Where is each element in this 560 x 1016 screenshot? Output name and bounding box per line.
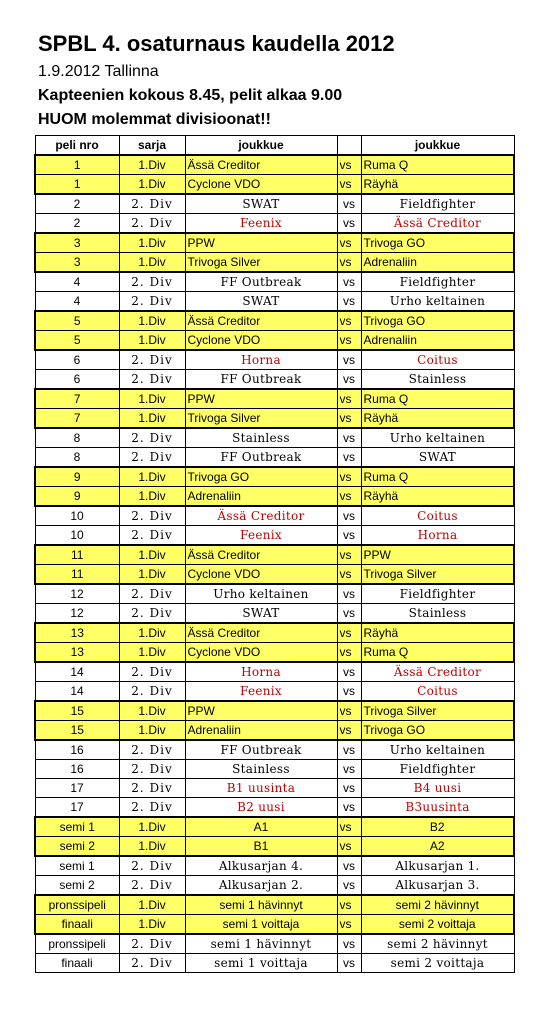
game-number-cell: 10 bbox=[35, 526, 119, 546]
game-number-cell: 15 bbox=[35, 701, 119, 721]
game-number-cell: 1 bbox=[35, 155, 119, 175]
game-number-cell: 4 bbox=[35, 292, 119, 312]
team-2-cell: Ässä Creditor bbox=[361, 214, 514, 234]
team-2-cell: Räyhä bbox=[361, 409, 514, 429]
team-2-cell: Fieldfighter bbox=[361, 194, 514, 214]
team-1-cell: B2 uusi bbox=[185, 798, 337, 818]
series-cell: 1.Div bbox=[119, 643, 185, 663]
series-cell: 1.Div bbox=[119, 915, 185, 935]
team-2-cell: Coitus bbox=[361, 682, 514, 702]
team-1-cell: Feenix bbox=[185, 214, 337, 234]
series-cell: 2. Div bbox=[119, 526, 185, 546]
table-row bbox=[35, 487, 514, 507]
team-2-cell: B3uusinta bbox=[361, 798, 514, 818]
vs-cell: vs bbox=[337, 740, 361, 760]
team-1-cell: Adrenaliin bbox=[185, 487, 337, 507]
game-number-cell: 5 bbox=[35, 331, 119, 351]
team-2-cell: Trivoga GO bbox=[361, 721, 514, 741]
team-2-cell: Räyhä bbox=[361, 175, 514, 195]
table-row bbox=[35, 311, 514, 331]
table-row bbox=[35, 292, 514, 312]
team-1-cell: Trivoga Silver bbox=[185, 253, 337, 273]
team-1-cell: Ässä Creditor bbox=[185, 545, 337, 565]
team-2-cell: semi 2 voittaja bbox=[361, 915, 514, 935]
team-2-cell: Urho keltainen bbox=[361, 428, 514, 448]
series-cell: 2. Div bbox=[119, 506, 185, 526]
team-2-cell: Coitus bbox=[361, 350, 514, 370]
series-cell: 1.Div bbox=[119, 487, 185, 507]
vs-cell: vs bbox=[337, 876, 361, 896]
team-1-cell: Ässä Creditor bbox=[185, 311, 337, 331]
game-number-cell: semi 2 bbox=[35, 876, 119, 896]
page-title: SPBL 4. osaturnaus kaudella 2012 bbox=[38, 31, 395, 56]
series-cell: 1.Div bbox=[119, 623, 185, 643]
table-row bbox=[35, 662, 514, 682]
team-2-cell: Alkusarjan 3. bbox=[361, 876, 514, 896]
date-place: 1.9.2012 Tallinna bbox=[38, 63, 159, 80]
table-row bbox=[35, 876, 514, 896]
game-number-cell: 11 bbox=[35, 565, 119, 585]
series-cell: 2. Div bbox=[119, 760, 185, 779]
team-1-cell: SWAT bbox=[185, 604, 337, 624]
table-row bbox=[35, 409, 514, 429]
series-cell: 2. Div bbox=[119, 370, 185, 390]
team-2-cell: Räyhä bbox=[361, 487, 514, 507]
team-2-cell: Trivoga Silver bbox=[361, 565, 514, 585]
header-team-1: joukkue bbox=[185, 136, 337, 156]
series-cell: 1.Div bbox=[119, 389, 185, 409]
series-cell: 1.Div bbox=[119, 233, 185, 253]
team-2-cell: Trivoga GO bbox=[361, 311, 514, 331]
table-row bbox=[35, 643, 514, 663]
table-row bbox=[35, 370, 514, 390]
table-row bbox=[35, 837, 514, 857]
team-1-cell: Alkusarjan 2. bbox=[185, 876, 337, 896]
game-number-cell: 17 bbox=[35, 798, 119, 818]
team-2-cell: B2 bbox=[361, 817, 514, 837]
table-header-row bbox=[35, 136, 514, 156]
header-series: sarja bbox=[119, 136, 185, 156]
team-2-cell: Fieldfighter bbox=[361, 272, 514, 292]
game-number-cell: pronssipeli bbox=[35, 934, 119, 954]
series-cell: 2. Div bbox=[119, 856, 185, 876]
series-cell: 1.Div bbox=[119, 837, 185, 857]
table-row bbox=[35, 740, 514, 760]
table-row bbox=[35, 623, 514, 643]
series-cell: 2. Div bbox=[119, 662, 185, 682]
series-cell: 1.Div bbox=[119, 545, 185, 565]
game-number-cell: 12 bbox=[35, 604, 119, 624]
vs-cell: vs bbox=[337, 370, 361, 390]
team-1-cell: semi 1 voittaja bbox=[185, 954, 337, 973]
table-row bbox=[35, 272, 514, 292]
series-cell: 1.Div bbox=[119, 155, 185, 175]
series-cell: 2. Div bbox=[119, 292, 185, 312]
vs-cell: vs bbox=[337, 175, 361, 195]
game-number-cell: 7 bbox=[35, 409, 119, 429]
team-1-cell: FF Outbreak bbox=[185, 370, 337, 390]
game-number-cell: 16 bbox=[35, 740, 119, 760]
vs-cell: vs bbox=[337, 721, 361, 741]
team-1-cell: FF Outbreak bbox=[185, 448, 337, 468]
table-row bbox=[35, 915, 514, 935]
game-number-cell: 6 bbox=[35, 350, 119, 370]
series-cell: 1.Div bbox=[119, 311, 185, 331]
team-2-cell: Stainless bbox=[361, 370, 514, 390]
team-2-cell: semi 2 voittaja bbox=[361, 954, 514, 973]
series-cell: 2. Div bbox=[119, 448, 185, 468]
table-row bbox=[35, 194, 514, 214]
game-number-cell: finaali bbox=[35, 954, 119, 973]
series-cell: 1.Div bbox=[119, 175, 185, 195]
vs-cell: vs bbox=[337, 506, 361, 526]
table-row bbox=[35, 253, 514, 273]
game-number-cell: 11 bbox=[35, 545, 119, 565]
team-2-cell: Urho keltainen bbox=[361, 740, 514, 760]
team-2-cell: Ässä Creditor bbox=[361, 662, 514, 682]
team-1-cell: PPW bbox=[185, 233, 337, 253]
game-number-cell: 17 bbox=[35, 779, 119, 798]
game-number-cell: 9 bbox=[35, 467, 119, 487]
table-row bbox=[35, 817, 514, 837]
vs-cell: vs bbox=[337, 779, 361, 798]
table-row bbox=[35, 721, 514, 741]
team-1-cell: Urho keltainen bbox=[185, 584, 337, 604]
team-1-cell: Feenix bbox=[185, 526, 337, 546]
table-row bbox=[35, 604, 514, 624]
vs-cell: vs bbox=[337, 292, 361, 312]
team-2-cell: B4 uusi bbox=[361, 779, 514, 798]
vs-cell: vs bbox=[337, 467, 361, 487]
vs-cell: vs bbox=[337, 584, 361, 604]
game-number-cell: semi 1 bbox=[35, 817, 119, 837]
team-1-cell: Cyclone VDO bbox=[185, 331, 337, 351]
vs-cell: vs bbox=[337, 331, 361, 351]
game-number-cell: 3 bbox=[35, 233, 119, 253]
table-row bbox=[35, 506, 514, 526]
team-1-cell: semi 1 hävinnyt bbox=[185, 934, 337, 954]
vs-cell: vs bbox=[337, 701, 361, 721]
team-1-cell: Ässä Creditor bbox=[185, 506, 337, 526]
game-number-cell: 1 bbox=[35, 175, 119, 195]
team-2-cell: SWAT bbox=[361, 448, 514, 468]
team-2-cell: semi 2 hävinnyt bbox=[361, 895, 514, 915]
vs-cell: vs bbox=[337, 895, 361, 915]
game-number-cell: 14 bbox=[35, 682, 119, 702]
vs-cell: vs bbox=[337, 954, 361, 973]
team-2-cell: Trivoga Silver bbox=[361, 701, 514, 721]
table-row bbox=[35, 954, 514, 973]
series-cell: 2. Div bbox=[119, 779, 185, 798]
series-cell: 1.Div bbox=[119, 895, 185, 915]
team-1-cell: Horna bbox=[185, 662, 337, 682]
series-cell: 1.Div bbox=[119, 409, 185, 429]
team-1-cell: Trivoga GO bbox=[185, 467, 337, 487]
team-2-cell: Ruma Q bbox=[361, 155, 514, 175]
vs-cell: vs bbox=[337, 155, 361, 175]
series-cell: 1.Div bbox=[119, 331, 185, 351]
game-number-cell: 15 bbox=[35, 721, 119, 741]
table-row bbox=[35, 682, 514, 702]
team-2-cell: semi 2 hävinnyt bbox=[361, 934, 514, 954]
game-number-cell: 8 bbox=[35, 448, 119, 468]
header-game-number: peli nro bbox=[35, 136, 119, 156]
series-cell: 2. Div bbox=[119, 682, 185, 702]
table-row bbox=[35, 545, 514, 565]
team-2-cell: Fieldfighter bbox=[361, 760, 514, 779]
team-1-cell: SWAT bbox=[185, 292, 337, 312]
vs-cell: vs bbox=[337, 194, 361, 214]
vs-cell: vs bbox=[337, 565, 361, 585]
game-number-cell: 5 bbox=[35, 311, 119, 331]
game-number-cell: 9 bbox=[35, 487, 119, 507]
team-1-cell: FF Outbreak bbox=[185, 740, 337, 760]
series-cell: 2. Div bbox=[119, 934, 185, 954]
schedule-table bbox=[34, 135, 515, 973]
series-cell: 2. Div bbox=[119, 798, 185, 818]
table-row bbox=[35, 701, 514, 721]
game-number-cell: 8 bbox=[35, 428, 119, 448]
series-cell: 1.Div bbox=[119, 253, 185, 273]
table-row bbox=[35, 448, 514, 468]
team-2-cell: Adrenaliin bbox=[361, 253, 514, 273]
document-header bbox=[38, 30, 395, 130]
vs-cell: vs bbox=[337, 448, 361, 468]
series-cell: 1.Div bbox=[119, 565, 185, 585]
game-number-cell: finaali bbox=[35, 915, 119, 935]
series-cell: 2. Div bbox=[119, 194, 185, 214]
team-2-cell: Coitus bbox=[361, 506, 514, 526]
series-cell: 2. Div bbox=[119, 350, 185, 370]
series-cell: 2. Div bbox=[119, 584, 185, 604]
team-2-cell: Urho keltainen bbox=[361, 292, 514, 312]
table-row bbox=[35, 428, 514, 448]
vs-cell: vs bbox=[337, 604, 361, 624]
team-1-cell: Horna bbox=[185, 350, 337, 370]
vs-cell: vs bbox=[337, 643, 361, 663]
team-2-cell: PPW bbox=[361, 545, 514, 565]
team-1-cell: Alkusarjan 4. bbox=[185, 856, 337, 876]
team-2-cell: Räyhä bbox=[361, 623, 514, 643]
game-number-cell: 16 bbox=[35, 760, 119, 779]
game-number-cell: 3 bbox=[35, 253, 119, 273]
series-cell: 2. Div bbox=[119, 604, 185, 624]
team-2-cell: Ruma Q bbox=[361, 643, 514, 663]
team-2-cell: Fieldfighter bbox=[361, 584, 514, 604]
team-2-cell: Trivoga GO bbox=[361, 233, 514, 253]
vs-cell: vs bbox=[337, 934, 361, 954]
team-1-cell: PPW bbox=[185, 389, 337, 409]
vs-cell: vs bbox=[337, 214, 361, 234]
series-cell: 1.Div bbox=[119, 721, 185, 741]
vs-cell: vs bbox=[337, 817, 361, 837]
meeting-info: Kapteenien kokous 8.45, pelit alkaa 9.00 bbox=[38, 87, 343, 104]
division-note: HUOM molemmat divisioonat!! bbox=[38, 111, 271, 128]
team-1-cell: SWAT bbox=[185, 194, 337, 214]
series-cell: 1.Div bbox=[119, 817, 185, 837]
team-1-cell: semi 1 hävinnyt bbox=[185, 895, 337, 915]
table-row bbox=[35, 467, 514, 487]
team-1-cell: semi 1 voittaja bbox=[185, 915, 337, 935]
team-1-cell: Cyclone VDO bbox=[185, 643, 337, 663]
team-2-cell: Adrenaliin bbox=[361, 331, 514, 351]
game-number-cell: 13 bbox=[35, 643, 119, 663]
vs-cell: vs bbox=[337, 760, 361, 779]
table-row bbox=[35, 155, 514, 175]
team-1-cell: Ässä Creditor bbox=[185, 155, 337, 175]
game-number-cell: 14 bbox=[35, 662, 119, 682]
vs-cell: vs bbox=[337, 389, 361, 409]
vs-cell: vs bbox=[337, 915, 361, 935]
vs-cell: vs bbox=[337, 350, 361, 370]
team-1-cell: Cyclone VDO bbox=[185, 565, 337, 585]
team-1-cell: Trivoga Silver bbox=[185, 409, 337, 429]
game-number-cell: 10 bbox=[35, 506, 119, 526]
table-row bbox=[35, 526, 514, 546]
vs-cell: vs bbox=[337, 856, 361, 876]
team-1-cell: Cyclone VDO bbox=[185, 175, 337, 195]
table-row bbox=[35, 350, 514, 370]
table-row bbox=[35, 584, 514, 604]
series-cell: 2. Div bbox=[119, 954, 185, 973]
team-2-cell: Alkusarjan 1. bbox=[361, 856, 514, 876]
game-number-cell: semi 2 bbox=[35, 837, 119, 857]
team-1-cell: PPW bbox=[185, 701, 337, 721]
header-vs bbox=[337, 136, 361, 156]
team-2-cell: Ruma Q bbox=[361, 467, 514, 487]
vs-cell: vs bbox=[337, 526, 361, 546]
vs-cell: vs bbox=[337, 682, 361, 702]
vs-cell: vs bbox=[337, 545, 361, 565]
vs-cell: vs bbox=[337, 428, 361, 448]
game-number-cell: 2 bbox=[35, 214, 119, 234]
schedule-rows bbox=[35, 155, 514, 973]
table-row bbox=[35, 779, 514, 798]
vs-cell: vs bbox=[337, 253, 361, 273]
series-cell: 1.Div bbox=[119, 467, 185, 487]
team-2-cell: A2 bbox=[361, 837, 514, 857]
team-1-cell: Stainless bbox=[185, 428, 337, 448]
vs-cell: vs bbox=[337, 487, 361, 507]
vs-cell: vs bbox=[337, 623, 361, 643]
team-2-cell: Ruma Q bbox=[361, 389, 514, 409]
team-1-cell: A1 bbox=[185, 817, 337, 837]
vs-cell: vs bbox=[337, 233, 361, 253]
game-number-cell: pronssipeli bbox=[35, 895, 119, 915]
vs-cell: vs bbox=[337, 272, 361, 292]
game-number-cell: 2 bbox=[35, 194, 119, 214]
table-row bbox=[35, 389, 514, 409]
vs-cell: vs bbox=[337, 311, 361, 331]
vs-cell: vs bbox=[337, 837, 361, 857]
game-number-cell: semi 1 bbox=[35, 856, 119, 876]
header-team-2: joukkue bbox=[361, 136, 514, 156]
game-number-cell: 4 bbox=[35, 272, 119, 292]
team-2-cell: Stainless bbox=[361, 604, 514, 624]
table-row bbox=[35, 233, 514, 253]
game-number-cell: 12 bbox=[35, 584, 119, 604]
table-row bbox=[35, 175, 514, 195]
team-2-cell: Horna bbox=[361, 526, 514, 546]
series-cell: 2. Div bbox=[119, 876, 185, 896]
table-row bbox=[35, 760, 514, 779]
table-row bbox=[35, 331, 514, 351]
team-1-cell: Adrenaliin bbox=[185, 721, 337, 741]
table-row bbox=[35, 798, 514, 818]
table-row bbox=[35, 934, 514, 954]
table-row bbox=[35, 856, 514, 876]
series-cell: 2. Div bbox=[119, 272, 185, 292]
table-row bbox=[35, 565, 514, 585]
series-cell: 2. Div bbox=[119, 214, 185, 234]
table-row bbox=[35, 214, 514, 234]
game-number-cell: 13 bbox=[35, 623, 119, 643]
vs-cell: vs bbox=[337, 409, 361, 429]
team-1-cell: Ässä Creditor bbox=[185, 623, 337, 643]
game-number-cell: 7 bbox=[35, 389, 119, 409]
team-1-cell: Stainless bbox=[185, 760, 337, 779]
series-cell: 1.Div bbox=[119, 701, 185, 721]
vs-cell: vs bbox=[337, 662, 361, 682]
team-1-cell: FF Outbreak bbox=[185, 272, 337, 292]
team-1-cell: B1 bbox=[185, 837, 337, 857]
vs-cell: vs bbox=[337, 798, 361, 818]
series-cell: 2. Div bbox=[119, 740, 185, 760]
game-number-cell: 6 bbox=[35, 370, 119, 390]
team-1-cell: Feenix bbox=[185, 682, 337, 702]
table-row bbox=[35, 895, 514, 915]
series-cell: 2. Div bbox=[119, 428, 185, 448]
team-1-cell: B1 uusinta bbox=[185, 779, 337, 798]
